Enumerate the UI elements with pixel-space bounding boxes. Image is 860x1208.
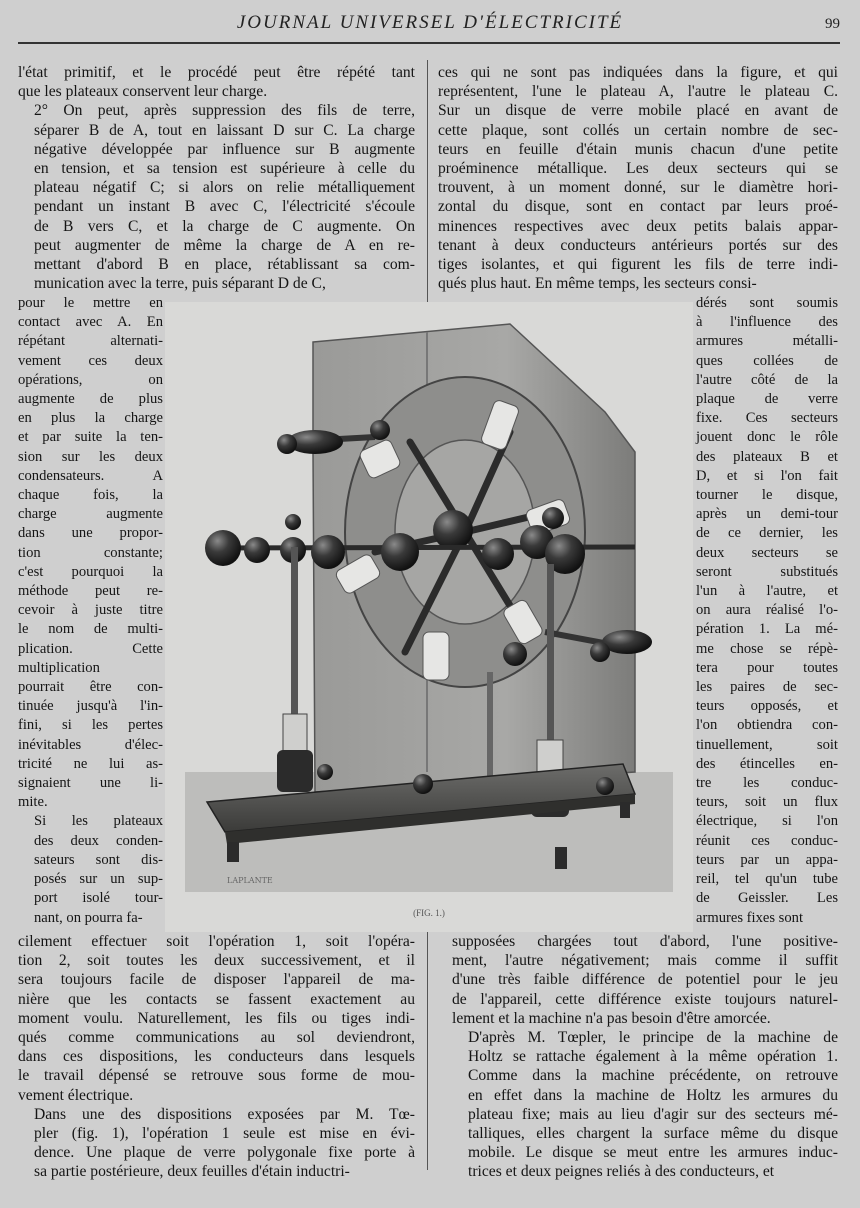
text-line: le travail dépensé se retrouve sous forme de mou- xyxy=(18,1067,415,1085)
text-line: l'on obtiendra con- xyxy=(696,717,838,734)
text-line: cette plaque, sont collés un certain nombre de sec- xyxy=(438,121,838,139)
paragraph xyxy=(452,1028,838,1182)
running-title: JOURNAL UNIVERSEL D'ÉLECTRICITÉ xyxy=(236,12,624,33)
text-line: tinuée jusqu'à l'in- xyxy=(18,698,163,715)
text-line: teurs, soit un flux xyxy=(696,794,838,811)
left-column-top-text xyxy=(18,63,415,293)
text-line: tourner le disque, xyxy=(696,487,838,504)
text-line: de B vers C, et la charge de C augmente. On xyxy=(34,217,415,235)
text-line: teurs par un appa- xyxy=(696,851,838,868)
text-line: nant, on pourra fa- xyxy=(34,909,143,926)
text-line: munication avec la terre, puis séparant D de C, xyxy=(34,275,326,293)
text-line: 2° On peut, après suppression des fils de terre, xyxy=(34,102,415,120)
text-line: l'état primitif, et le procédé peut être répété tant xyxy=(18,64,415,81)
text-line: Si les plateaux xyxy=(34,813,163,830)
text-line: ment, l'autre négativement; mais comme il suffit xyxy=(452,952,838,970)
text-line: charge augmente xyxy=(18,506,163,523)
text-line: séparer B de A, tout en laissant D sur C. La charge xyxy=(34,121,415,139)
text-line: tre les conduc- xyxy=(696,775,838,792)
paragraph xyxy=(18,1105,415,1182)
left-column-bottom-text xyxy=(18,932,415,1182)
text-line: deux secteurs se xyxy=(696,544,838,561)
text-line: me chose se répè- xyxy=(696,640,838,657)
text-line: teurs en feuille d'étain munis chacun d'une petite xyxy=(438,140,838,158)
text-line: supposées chargées tout d'abord, l'une positive- xyxy=(452,933,838,950)
text-line: qués plus haut. En même temps, les secteurs consi- xyxy=(438,275,757,293)
text-line: et par suite la ten- xyxy=(18,429,163,446)
paragraph xyxy=(18,932,415,1105)
text-line: Comme dans la machine précédente, on retrouve xyxy=(468,1067,838,1085)
text-line: augmente de plus xyxy=(18,391,163,408)
text-line: de Geissler. Les xyxy=(696,890,838,907)
text-line: tion 2, soit toutes les deux successivement, et il xyxy=(18,952,415,970)
paragraph xyxy=(452,932,838,1028)
text-line: en tension, et sa tension est supérieure à celle du xyxy=(34,160,415,178)
text-line: mite. xyxy=(18,794,48,811)
text-line: minences respectives avec deux petits balais appar- xyxy=(438,217,838,235)
text-line: nière que les contacts se fassent exactement au xyxy=(18,990,415,1008)
text-line: d'une très faible différence de potentiel pour le jeu xyxy=(452,971,838,989)
text-line: Dans une des dispositions exposées par M. Tœ- xyxy=(34,1105,415,1123)
left-column-narrow-text xyxy=(18,294,163,928)
text-line: trices et deux peignes reliés à des conducteurs, et xyxy=(468,1163,775,1181)
text-line: dans une propor- xyxy=(18,525,163,542)
right-column-top-text xyxy=(438,63,838,293)
text-line: contact avec A. En xyxy=(18,314,163,331)
text-line: proéminence métallique. Les deux secteurs qui se xyxy=(438,160,838,178)
text-line: de ce dernier, les xyxy=(696,525,838,542)
paragraph xyxy=(696,294,838,928)
figure-toepler-machine xyxy=(165,302,693,932)
paragraph xyxy=(18,63,415,101)
text-line: à l'influence des xyxy=(696,314,838,331)
text-line: opérations, on xyxy=(18,371,163,388)
right-column-narrow-text xyxy=(696,294,838,928)
paragraph xyxy=(18,294,163,812)
text-line: en effet dans la machine de Holtz les armures du xyxy=(468,1086,838,1104)
text-line: des étincelles en- xyxy=(696,755,838,772)
text-line: teurs opposés, et xyxy=(696,698,838,715)
text-line: Holtz se rattache également à la même opération 1. xyxy=(468,1048,838,1066)
text-line: plication. Cette xyxy=(18,640,163,657)
text-line: représentent, l'une le plateau A, l'autre le plateau C. xyxy=(438,83,838,101)
text-line: après un demi-tour xyxy=(696,506,838,523)
text-line: négative développée par influence sur B augmente xyxy=(34,140,415,158)
text-line: c'est pourquoi la xyxy=(18,563,163,580)
text-line: mettant d'abord B en place, rétablissant sa com- xyxy=(34,256,415,274)
text-line: pération 1. La mé- xyxy=(696,621,838,638)
text-line: moment voulu. Naturellement, les fils ou tiges indi- xyxy=(18,1009,415,1027)
text-line: dans ces dispositions, les conducteurs dans lesquels xyxy=(18,1048,415,1066)
electrostatic-machine-illustration xyxy=(165,302,693,932)
text-line: répétant alternati- xyxy=(18,333,163,350)
text-line: le nom de multi- xyxy=(18,621,163,638)
text-line: lement et la machine n'a pas besoin d'être amorcée. xyxy=(452,1009,771,1027)
text-line: tricité ne lui as- xyxy=(18,755,163,772)
text-line: zontal du disque, sont en contact par leurs proé- xyxy=(438,198,838,216)
text-line: armures fixes sont xyxy=(696,909,803,926)
text-line: tinuellement, soit xyxy=(696,736,838,753)
text-line: sera toujours facile de disposer l'appareil de ma- xyxy=(18,971,415,989)
text-line: sa partie postérieure, deux feuilles d'étain inductri- xyxy=(34,1163,350,1181)
text-line: que les plateaux conservent leur charge. xyxy=(18,83,268,101)
text-line: pler (fig. 1), l'opération 1 seule est mise en évi- xyxy=(34,1125,415,1143)
text-line: sateurs sont dis- xyxy=(34,851,163,868)
text-line: électrique, si l'on xyxy=(696,813,838,830)
text-line: des plateaux B et xyxy=(696,448,838,465)
text-line: fixe. Ces secteurs xyxy=(696,410,838,427)
text-line: mobile. Le disque se meut entre les armures induc- xyxy=(468,1144,838,1162)
text-line: seront substitués xyxy=(696,563,838,580)
paragraph xyxy=(438,63,838,293)
text-line: tera pour toutes xyxy=(696,659,838,676)
text-line: des deux conden- xyxy=(34,832,163,849)
text-line: ques collées de xyxy=(696,352,838,369)
text-line: qués comme communications au sol deviendront, xyxy=(18,1029,415,1047)
text-line: vement électrique. xyxy=(18,1086,134,1104)
header-rule xyxy=(18,42,840,44)
text-line: tion constante; xyxy=(18,544,163,561)
text-line: on aura réalisé l'o- xyxy=(696,602,838,619)
figure-caption: (FIG. 1.) xyxy=(413,908,445,918)
text-line: dence. Une plaque de verre polygonale fixe porte à xyxy=(34,1144,415,1162)
text-line: plateau fixe; mais au lieu d'agir sur des secteurs mé- xyxy=(468,1105,838,1123)
text-line: jouent donc le rôle xyxy=(696,429,838,446)
text-line: fini, si les pertes xyxy=(18,717,163,734)
text-line: ces qui ne sont pas indiquées dans la figure, et qui xyxy=(438,64,838,81)
page-header xyxy=(0,6,860,40)
text-line: talliques, elles chargent la surface même du disque xyxy=(468,1125,838,1143)
text-line: inévitables d'élec- xyxy=(18,736,163,753)
right-column-bottom-text xyxy=(452,932,838,1182)
text-line: peut augmenter de même la charge de A en re- xyxy=(34,236,415,254)
text-line: condensateurs. A xyxy=(18,467,163,484)
text-line: l'un à l'autre, et xyxy=(696,583,838,600)
text-line: tenant à deux conducteurs antérieurs portés sur des xyxy=(438,236,838,254)
text-line: sion sur les deux xyxy=(18,448,163,465)
text-line: plaque de verre xyxy=(696,391,838,408)
text-line: pendant un instant B avec C, l'électricité s'écoule xyxy=(34,198,415,216)
text-line: pourrait être con- xyxy=(18,679,163,696)
text-line: D'après M. Tœpler, le principe de la machine de xyxy=(468,1029,838,1047)
text-line: dérés sont soumis xyxy=(696,295,838,311)
page-number: 99 xyxy=(825,16,840,32)
text-line: posés sur un sup- xyxy=(34,871,163,888)
text-line: pour le mettre en xyxy=(18,295,163,311)
paragraph xyxy=(18,812,163,927)
text-line: signaient une li- xyxy=(18,775,163,792)
text-line: en plus la charge xyxy=(18,410,163,427)
text-line: vement ces deux xyxy=(18,352,163,369)
paragraph xyxy=(18,101,415,293)
text-line: reil, tel qu'un tube xyxy=(696,871,838,888)
text-line: tiges isolantes, et qui figurent les fils de terre indi- xyxy=(438,256,838,274)
text-line: plateau négatif C; si alors on relie métalliquement xyxy=(34,179,415,197)
text-line: de l'appareil, cette différence existe toujours naturel- xyxy=(452,990,838,1008)
text-line: chaque fois, la xyxy=(18,487,163,504)
text-line: Sur un disque de verre mobile placé en avant de xyxy=(438,102,838,120)
text-line: multiplication xyxy=(18,659,100,676)
text-line: armures métalli- xyxy=(696,333,838,350)
text-line: les paires de sec- xyxy=(696,679,838,696)
text-line: réunit ces conduc- xyxy=(696,832,838,849)
text-line: cevoir à juste titre xyxy=(18,602,163,619)
text-line: trouvent, à un moment donné, sur le diamètre hori- xyxy=(438,179,838,197)
figure-engraver-signature: LAPLANTE xyxy=(227,876,273,885)
text-line: cilement effectuer soit l'opération 1, soit l'opéra- xyxy=(18,933,415,950)
text-line: D, et si l'on fait xyxy=(696,467,838,484)
text-line: méthode peut re- xyxy=(18,583,163,600)
text-line: l'autre côté de la xyxy=(696,371,838,388)
text-line: port isolé tour- xyxy=(34,890,163,907)
